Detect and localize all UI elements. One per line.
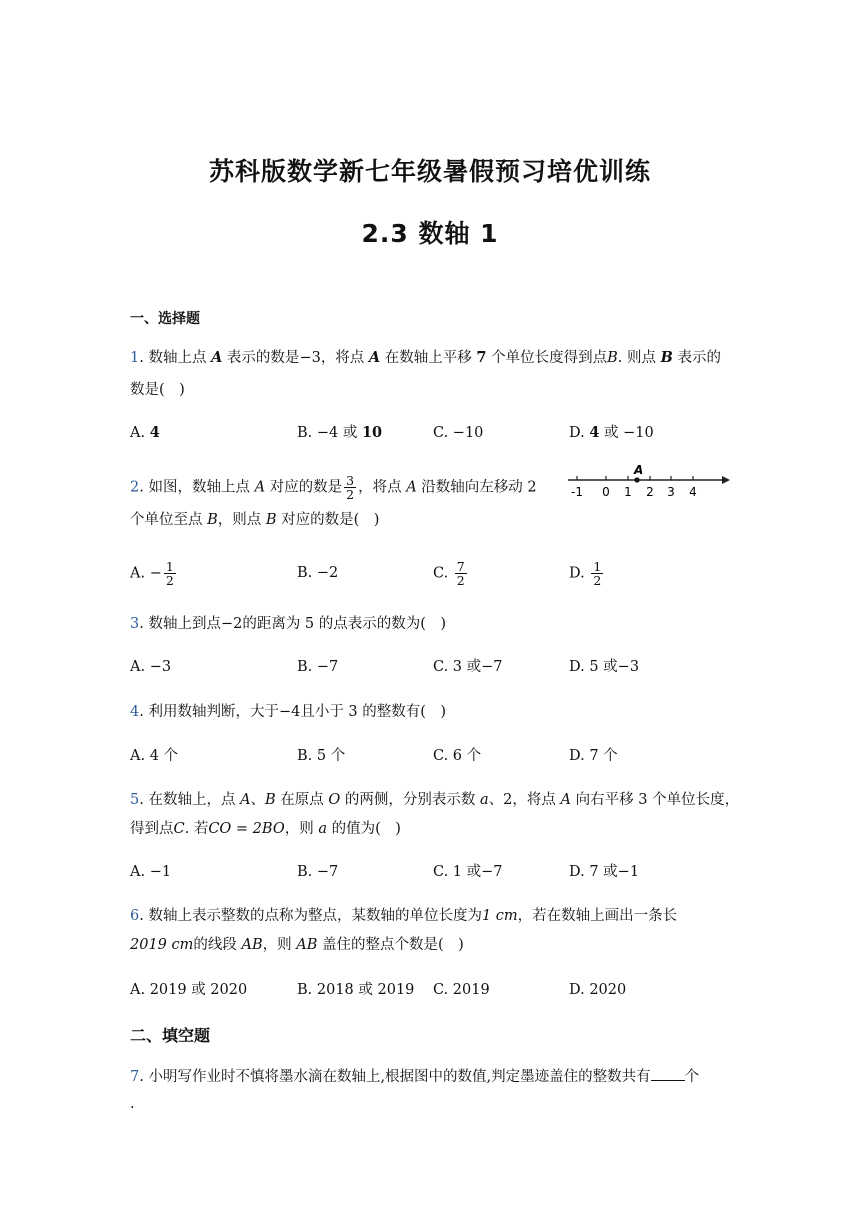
q4-option-c: C. 6 个 <box>433 748 482 764</box>
q5-option-c: C. 1 或−7 <box>433 864 503 880</box>
q3-option-d: D. 5 或−3 <box>569 659 640 675</box>
fraction-three-halves: $\frac{3}{2}$ <box>346 473 355 502</box>
q1-option-c: C. −10 <box>433 425 484 441</box>
question-4-line-1: 4. 利用数轴判断，大于−4且小于 3 的整数有( ) <box>130 704 447 720</box>
tick-label: 3 <box>667 485 675 499</box>
question-6-line-2: 2019 cm的线段 AB，则 AB 盖住的整点个数是( ) <box>130 937 464 953</box>
question-7-line-1: 7. 小明写作业时不慎将墨水滴在数轴上,根据图中的数值,判定墨迹盖住的整数共有 个 <box>130 1066 699 1087</box>
answer-blank[interactable] <box>651 1066 685 1081</box>
q4-option-d: D. 7 个 <box>569 748 618 764</box>
question-number: 4 <box>130 704 140 720</box>
page-title: 苏科版数学新七年级暑假预习培优训练 <box>208 157 651 186</box>
q6-option-c: C. 2019 <box>433 982 490 998</box>
tick-label: 4 <box>689 485 697 499</box>
question-1-line-1: 1. 数轴上点 A 表示的数是−3，将点 A 在数轴上平移 7 个单位长度得到点B. 则点 B 表示的 <box>130 349 721 366</box>
number-line-figure <box>566 460 732 502</box>
question-3-line-1: 3. 数轴上到点−2的距离为 5 的点表示的数为( ) <box>130 616 447 632</box>
question-number: 7 <box>130 1069 140 1085</box>
q1-option-d: D. 4 或 −10 <box>569 424 654 441</box>
question-6-line-1: 6. 数轴上表示整数的点称为整点，某数轴的单位长度为1 cm，若在数轴上画出一条长 <box>130 908 678 924</box>
section-heading-fill: 二、填空题 <box>130 1026 211 1045</box>
question-number: 2 <box>130 479 140 496</box>
q3-option-c: C. 3 或−7 <box>433 659 503 675</box>
q6-option-d: D. 2020 <box>569 982 627 998</box>
arrow-head-icon <box>722 476 730 484</box>
q5-option-d: D. 7 或−1 <box>569 864 640 880</box>
question-number: 3 <box>130 616 140 632</box>
section-heading-choice: 一、选择题 <box>130 311 200 327</box>
q2-option-d: D. $\frac{1}{2}$ <box>569 559 602 588</box>
q4-option-b: B. 5 个 <box>297 748 346 764</box>
q6-option-b: B. 2018 或 2019 <box>297 982 415 998</box>
tick-label: 1 <box>624 485 632 499</box>
question-5-line-1: 5. 在数轴上，点 A、B 在原点 O 的两侧，分别表示数 a、2，将点 A 向右平移 3 个单位长度， <box>130 792 740 808</box>
q3-option-a: A. −3 <box>130 659 172 675</box>
question-1-line-2: 数是( ) <box>130 382 185 398</box>
tick-label: -1 <box>571 485 583 499</box>
question-number: 6 <box>130 908 140 924</box>
q1-option-b: B. −4 或 10 <box>297 424 383 441</box>
point-a-dot <box>634 477 639 482</box>
tick-label: 0 <box>602 485 610 499</box>
point-a-label: A <box>634 463 644 477</box>
question-2-line-1: 2. 如图，数轴上点 A 对应的数是 $\frac{3}{2}$ ，将点 A 沿数轴向左移动 2 <box>130 473 537 502</box>
page-subtitle: 2.3 数轴 1 <box>361 219 499 248</box>
question-number: 1 <box>130 350 140 366</box>
q6-option-a: A. 2019 或 2020 <box>130 982 248 998</box>
tick-label: 2 <box>646 485 654 499</box>
question-5-line-2: 得到点C. 若CO = 2BO，则 a 的值为( ) <box>130 821 401 837</box>
q2-option-c: C. $\frac{7}{2}$ <box>433 559 465 588</box>
q2-option-b: B. −2 <box>297 565 339 581</box>
q5-option-a: A. −1 <box>130 864 172 880</box>
question-2-line-2: 个单位至点 B，则点 B 对应的数是( ) <box>130 512 380 528</box>
q4-option-a: A. 4 个 <box>130 748 179 764</box>
question-number: 5 <box>130 792 140 808</box>
q2-option-a: A. − $\frac{1}{2}$ <box>130 559 174 588</box>
q5-option-b: B. −7 <box>297 864 339 880</box>
q1-option-a: A. 4 <box>130 424 160 441</box>
question-7-line-2: . <box>130 1096 135 1112</box>
q3-option-b: B. −7 <box>297 659 339 675</box>
